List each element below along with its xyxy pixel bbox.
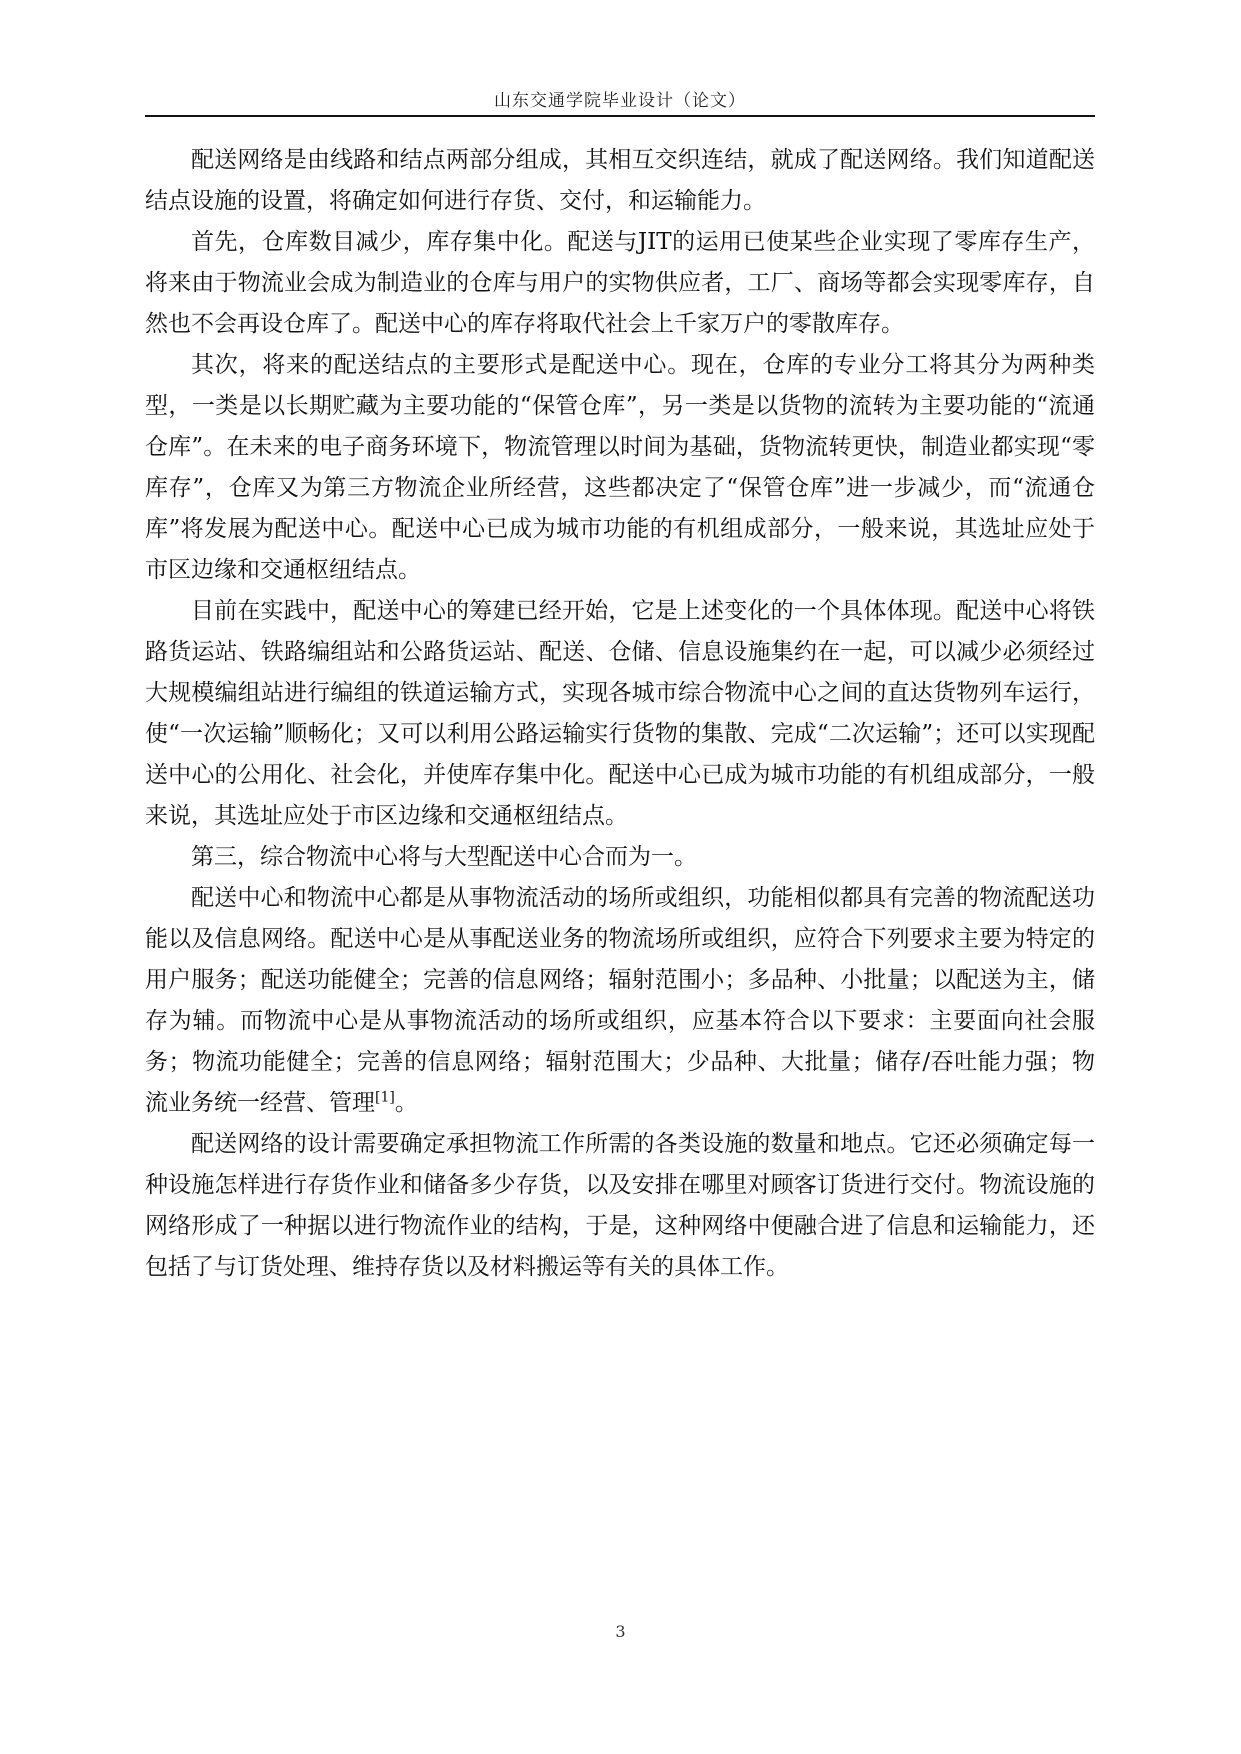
paragraph-4: 目前在实践中，配送中心的筹建已经开始，它是上述变化的一个具体体现。配送中心将铁路货运站、铁路编组站和公路货运站、配送、仓储、信息设施集约在一起，可以减少必须经过大规模编组站进行编组的铁道运输方式，实现各城市综合物流中心之间的直达货物列车运行，使“一次运输”顺畅化；又可以利用公路运输实行货物的集散、完成“二次运输”；还可以实现配送中心的公用化、社会化，并使库存集中化。配送中心已成为城市功能的有机组成部分，一般来说，其选址应处于市区边缘和交通枢纽结点。 [145,598,1095,829]
citation-reference[interactable]: [1] [375,1089,395,1106]
page-number: 3 [615,1622,626,1641]
paragraph-2: 首先，仓库数目减少，库存集中化。配送与JIT的运用已使某些企业实现了零库存生产，将来由于物流业会成为制造业的仓库与用户的实物供应者，工厂、商场等都会实现零库存，自然也不会再设仓库了。配送中心的库存将取代社会上千家万户的零散库存。 [145,229,1095,337]
header-rule [145,115,1095,117]
paragraph-6-tail: 。 [394,1090,418,1116]
paragraph-1: 配送网络是由线路和结点两部分组成，其相互交织连结，就成了配送网络。我们知道配送结点设施的设置，将确定如何进行存货、交付，和运输能力。 [145,147,1095,214]
page-header-title: 山东交通学院毕业设计（论文） [494,91,746,111]
paragraph-6 [145,878,1095,1124]
paragraph-3: 其次，将来的配送结点的主要形式是配送中心。现在，仓库的专业分工将其分为两种类型，一类是以长期贮藏为主要功能的“保管仓库”，另一类是以货物的流转为主要功能的“流通仓库”。在未来的电子商务环境下，物流管理以时间为基础，货物流转更快，制造业都实现“零库存”，仓库又为第三方物流企业所经营，这些都决定了“保管仓库”进一步减少，而“流通仓库”将发展为配送中心。配送中心已成为城市功能的有机组成部分，一般来说，其选址应处于市区边缘和交通枢纽结点。 [145,352,1095,583]
paragraph-7: 配送网络的设计需要确定承担物流工作所需的各类设施的数量和地点。它还必须确定每一种设施怎样进行存货作业和储备多少存货，以及安排在哪里对顾客订货进行交付。物流设施的网络形成了一种据以进行物流作业的结构，于是，这种网络中便融合进了信息和运输能力，还包括了与订货处理、维持存货以及材料搬运等有关的具体工作。 [145,1131,1095,1280]
paragraph-5: 第三，综合物流中心将与大型配送中心合而为一。 [191,844,697,870]
body-text [145,140,1095,1288]
paragraph-6-text: 配送中心和物流中心都是从事物流活动的场所或组织，功能相似都具有完善的物流配送功能以及信息网络。配送中心是从事配送业务的物流场所或组织，应符合下列要求主要为特定的用户服务；配送功能健全；完善的信息网络；辐射范围小；多品种、小批量；以配送为主，储存为辅。而物流中心是从事物流活动的场所或组织，应基本符合以下要求：主要面向社会服务；物流功能健全；完善的信息网络；辐射范围大；少品种、大批量；储存/吞吐能力强；物流业务统一经营、管理 [145,885,1095,1116]
